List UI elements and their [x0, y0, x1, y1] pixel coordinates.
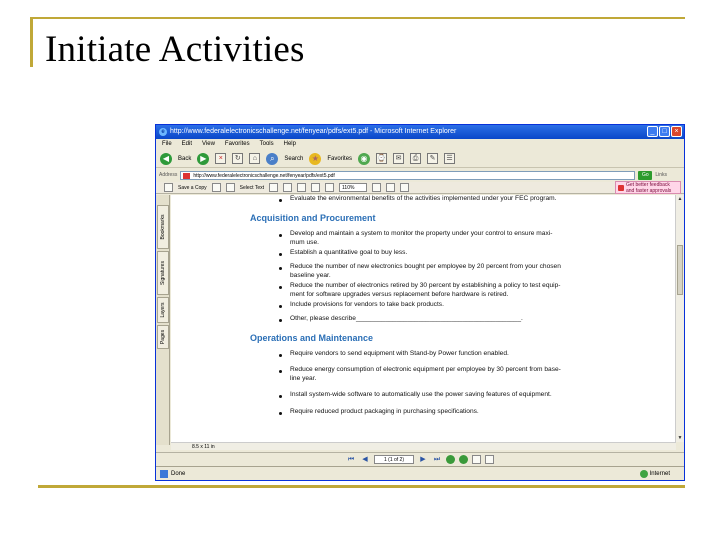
menu-view[interactable]: View [202, 141, 215, 147]
page-view-icon[interactable] [283, 183, 292, 192]
pdf-toolbar [156, 182, 684, 194]
bullet [279, 199, 282, 202]
rotate-icon[interactable] [386, 183, 395, 192]
section-heading-acquisition: Acquisition and Procurement [250, 213, 376, 223]
go-button[interactable]: Go [638, 171, 652, 180]
refresh-icon[interactable]: ↻ [232, 153, 243, 164]
print-icon[interactable]: ⎙ [410, 153, 421, 164]
back-view-icon[interactable] [446, 455, 455, 464]
menu-bar [156, 139, 684, 150]
section-heading-operations: Operations and Maintenance [250, 333, 374, 343]
pdf-icon [183, 173, 190, 179]
top-rule [30, 17, 685, 19]
doc-line: mum use. [290, 239, 319, 246]
zoom-out-icon[interactable] [325, 183, 334, 192]
scroll-down-icon[interactable]: ▼ [677, 435, 683, 441]
hand-tool-icon[interactable] [226, 183, 235, 192]
doc-line: Establish a quantitative goal to buy less. [290, 249, 408, 256]
bullet [279, 395, 282, 398]
first-page-icon[interactable]: ⏮ [347, 455, 355, 463]
minimize-button[interactable]: _ [647, 126, 658, 137]
address-input[interactable] [180, 171, 635, 180]
zone-text: Internet [649, 471, 670, 477]
tab-layers[interactable]: Layers [157, 297, 169, 323]
zoom-level[interactable]: 110% [339, 183, 367, 192]
bullet [279, 354, 282, 357]
bullet [279, 412, 282, 415]
stop-icon[interactable]: × [215, 153, 226, 164]
bullet [279, 286, 282, 289]
doc-line: line year. [290, 375, 317, 382]
fit-page-icon[interactable] [297, 183, 306, 192]
slide-title: Initiate Activities [45, 29, 305, 70]
doc-line: Reduce the number of electronics retired by 30 percent by establishing a policy to test equip- [290, 282, 561, 289]
bullet [279, 234, 282, 237]
doc-line: Require vendors to send equipment with Stand-by Power function enabled. [290, 350, 509, 357]
forward-icon[interactable]: ▶ [197, 153, 209, 165]
ie-icon: e [159, 128, 167, 136]
maximize-button[interactable]: □ [659, 126, 670, 137]
page-size: 8.5 x 11 in [192, 444, 215, 450]
doc-line: Include provisions for vendors to take back products. [290, 301, 444, 308]
media-icon[interactable]: ◉ [358, 153, 370, 165]
back-icon[interactable]: ◀ [160, 153, 172, 165]
menu-help[interactable]: Help [283, 141, 296, 147]
doc-line: Install system-wide software to automatically use the power saving features of equipment. [290, 391, 552, 398]
address-url: http://www.federalelectronicschallenge.net/fenyear/pdfs/ext5.pdf [193, 172, 335, 179]
page-indicator[interactable]: 1 (1 of 2) [374, 455, 414, 464]
edit-icon[interactable]: ✎ [427, 153, 438, 164]
zoom-in-icon[interactable] [372, 183, 381, 192]
menu-file[interactable]: File [162, 141, 172, 147]
print-pdf-icon[interactable] [212, 183, 221, 192]
doc-line: baseline year. [290, 272, 331, 279]
browser-window [155, 124, 685, 481]
home-icon[interactable]: ⌂ [249, 153, 260, 164]
doc-top-line: Evaluate the environmental benefits of the activities implemented under your FEC program. [290, 195, 557, 202]
bullet [279, 267, 282, 270]
doc-line: Other, please describe_____________________________________________. [290, 315, 523, 322]
browser-toolbar [156, 150, 684, 168]
feedback-banner[interactable] [615, 181, 681, 194]
tab-signatures[interactable]: Signatures [157, 251, 169, 295]
fit-width-icon[interactable] [311, 183, 320, 192]
prev-page-icon[interactable]: ◀ [362, 455, 368, 463]
address-bar [156, 169, 684, 181]
doc-line: Develop and maintain a system to monitor the property under your control to ensure maxi- [290, 230, 553, 237]
side-tabs [156, 195, 170, 445]
save-copy-icon[interactable] [164, 183, 173, 192]
page-done-icon [160, 470, 168, 478]
favorites-label[interactable]: Favorites [327, 155, 353, 162]
status-text: Done [171, 471, 186, 477]
favorites-icon[interactable]: ★ [309, 153, 321, 165]
left-rule [30, 17, 33, 67]
feedback-text: Get better feedback and faster approvals [626, 182, 672, 194]
continuous-page-icon[interactable] [485, 455, 494, 464]
bullet [279, 319, 282, 322]
tab-pages[interactable]: Pages [157, 325, 169, 349]
scroll-thumb[interactable] [677, 245, 683, 295]
discuss-icon[interactable]: ☰ [444, 153, 455, 164]
menu-tools[interactable]: Tools [259, 141, 274, 147]
menu-edit[interactable]: Edit [181, 141, 193, 147]
status-bar [156, 466, 684, 481]
bottom-rule [38, 485, 685, 488]
scroll-up-icon[interactable]: ▲ [677, 196, 683, 202]
links-label[interactable]: Links [655, 172, 668, 178]
history-icon[interactable]: ⌚ [377, 155, 386, 162]
close-button[interactable]: × [671, 126, 682, 137]
tab-bookmarks[interactable]: Bookmarks [157, 205, 169, 249]
single-page-icon[interactable] [472, 455, 481, 464]
search-icon[interactable]: ⌕ [266, 153, 278, 165]
select-text-label[interactable]: Select Text [239, 184, 265, 191]
search-pdf-icon[interactable] [400, 183, 409, 192]
vertical-scrollbar[interactable] [675, 195, 684, 442]
doc-line: Reduce the number of new electronics bought per employee by 20 percent from your chosen [290, 263, 561, 270]
back-label[interactable]: Back [178, 155, 192, 162]
forward-view-icon[interactable] [459, 455, 468, 464]
bullet [279, 370, 282, 373]
next-page-icon[interactable]: ▶ [420, 455, 426, 463]
horizontal-scrollbar[interactable] [171, 442, 676, 450]
window-titlebar [156, 125, 684, 139]
doc-line: ment for software upgrades versus replacement before hardware is retired. [290, 291, 509, 298]
menu-favorites[interactable]: Favorites [224, 141, 250, 147]
pdf-document [171, 195, 676, 442]
zoom-tool-icon[interactable] [269, 183, 278, 192]
internet-globe-icon [640, 470, 648, 478]
page-navigation [156, 452, 684, 465]
last-page-icon[interactable]: ⏭ [433, 455, 441, 463]
acrobat-icon [618, 185, 624, 191]
window-title: http://www.federalelectronicschallenge.net/fenyear/pdfs/ext5.pdf - Microsoft Internet Explorer [170, 128, 457, 135]
address-label: Address [159, 172, 178, 178]
bullet [279, 305, 282, 308]
security-zone [640, 470, 670, 478]
search-label[interactable]: Search [284, 155, 304, 162]
save-copy-label[interactable]: Save a Copy [178, 184, 207, 191]
bullet [279, 253, 282, 256]
mail-icon[interactable]: ✉ [393, 153, 404, 164]
doc-line: Reduce energy consumption of electronic equipment per employee by 30 percent from base- [290, 366, 561, 373]
doc-line: Require reduced product packaging in purchasing specifications. [290, 408, 479, 415]
